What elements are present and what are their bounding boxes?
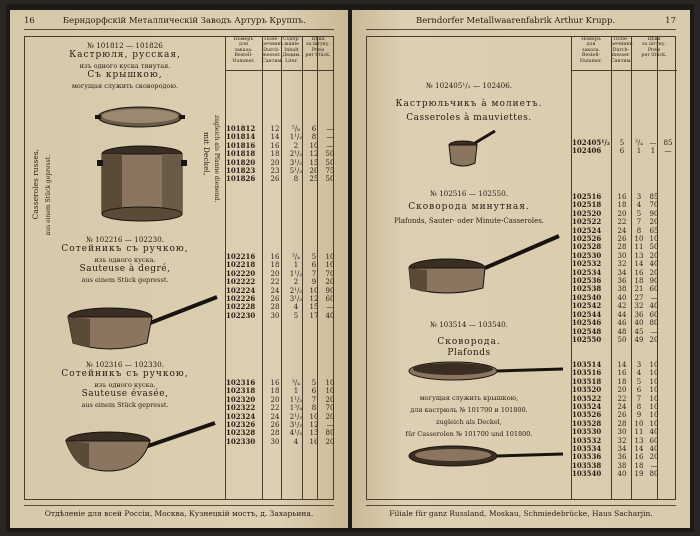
table-row: 101818 18 2¹/₂ 12 50	[226, 149, 335, 159]
section-number-range: № 102216 — 102230.	[85, 235, 164, 244]
table-row: 102330 30 4 16 20	[226, 436, 335, 446]
table-row: 102524 24 8 65	[572, 225, 659, 235]
price-table-103500	[572, 361, 662, 479]
table-row: 103532 32 13 60	[572, 435, 659, 445]
table-row: 102546 46 40 80	[572, 318, 659, 328]
table-row: 102518 18 4 70	[572, 200, 659, 210]
catalog-spread	[6, 4, 694, 532]
table-row: 103538 38 18 —	[572, 460, 658, 470]
table-row: 103518 18 5 10	[572, 376, 659, 386]
section-title-fr: Plafonds, Sauter- oder Minute-Casseroles.	[393, 217, 545, 225]
section-note-de: für Casserolen № 101700 und 101800.	[405, 430, 533, 438]
table-row: 102328 28 4¹/₂ 13 80	[226, 428, 335, 438]
section-title-ru: Сковорода минутная.	[408, 202, 530, 212]
section-number-range: № 101812 — 101826	[87, 41, 163, 50]
section-subtitle-ru: изъ одного куска.	[94, 381, 156, 389]
section-note-ru: могущая служить крышкою,	[419, 394, 519, 402]
table-row: 102216 16 ³/₄ 5 10	[226, 252, 335, 261]
table-row: 101814 14 1¹/₂ 8 —	[226, 132, 334, 142]
header-title: Берндорфскій Металлическій Заводъ Артуръ Круппъ.	[62, 16, 306, 26]
table-row: 102540 40 27 —	[572, 292, 658, 302]
section-subtitle2-ru: могущая служить сковородою.	[71, 82, 179, 90]
section-subtitle-de: aus einem Stück gepresst.	[81, 401, 169, 409]
table-row: 102526 26 10 10	[572, 234, 659, 244]
table-row: 102320 20 1¹/₂ 7 20	[226, 394, 335, 404]
table-row: 102326 26 3¹/₂ 12 —	[226, 420, 334, 430]
right-page-footer: Filiale für ganz Russland, Moskau, Schmiedebrücke, Haus Sacharjin.	[366, 505, 676, 518]
price-table-102300	[226, 379, 338, 446]
section-title-ru: Кастрюльчикъ à молиетъ.	[395, 99, 543, 109]
col-header-volume: Содер- жаніе Inhalt Децим. Liter.	[281, 37, 302, 71]
table-row: 103526 26 9 10	[572, 410, 659, 420]
section-title-fr: Sauteuse évasée,	[81, 389, 169, 399]
table-row: 101812 12 ⁵/₈ 6 —	[226, 124, 334, 133]
section-subtitle-de: aus einem Stück gepresst.	[81, 276, 169, 284]
table-row: 103514 14 3 10	[572, 360, 659, 369]
table-row: 103540 40 19 80	[572, 469, 659, 479]
table-row: 102220 20 1¹/₂ 7 70	[226, 268, 335, 278]
section-title2-ru: Съ крышкою,	[87, 70, 163, 80]
section-number-range: № 103514 — 103540.	[429, 320, 508, 329]
price-table-101800	[226, 125, 338, 184]
right-page	[352, 10, 690, 528]
table-row: 102218 18 1 6 10	[226, 260, 335, 270]
right-page-frame	[366, 36, 676, 500]
minute-casserole-illustration	[407, 232, 567, 302]
table-row: 103536 36 16 20	[572, 452, 659, 462]
table-row: 102542 42 32 40	[572, 301, 659, 311]
small-saucepan-illustration	[447, 129, 507, 169]
sauteuse-degre-illustration	[65, 295, 225, 355]
side-label-de3: zugleich als Pfanne dienend.	[213, 115, 220, 203]
plafond-pan-lid-illustration	[407, 442, 567, 472]
col-header-number: Номеръ для заказа. Bestell- Nummer.	[571, 37, 611, 71]
table-row: 102230 30 5 17 40	[226, 310, 335, 320]
table-row: 103530 30 11 40	[572, 427, 659, 437]
price-table-102400	[572, 139, 676, 156]
table-row: 101816 16 2 10 —	[226, 140, 334, 150]
section-title-fr: Sauteuse à degré,	[79, 264, 171, 274]
table-row: 102316 16 ³/₄ 5 10	[226, 378, 335, 387]
table-row: 102324 24 2¹/₂ 10 20	[226, 411, 335, 421]
sauteuse-evasee-illustration	[65, 417, 225, 477]
side-label-de: aus einem Stück gepresst.	[45, 155, 52, 236]
right-page-header	[366, 16, 676, 30]
left-page-frame	[24, 36, 334, 500]
table-row: 102222 22 2 9 20	[226, 277, 335, 287]
table-row: 101820 20 3¹/₂ 15 50	[226, 157, 335, 167]
left-page	[10, 10, 348, 528]
table-row: 102548 48 45 —	[572, 326, 658, 336]
table-row: 102520 20 5 90	[572, 208, 659, 218]
col-header-number: Номеръ для заказа. Bestell- Nummer.	[225, 37, 262, 71]
plafond-pan-illustration	[407, 357, 567, 387]
table-row: 102405¹/₂ 5 ³/₄ — 85	[572, 138, 673, 147]
section-number-range: № 102405¹/₂ — 102406.	[425, 81, 513, 90]
table-row: 102528 28 11 50	[572, 242, 659, 252]
table-row: 102522 22 7 20	[572, 217, 659, 227]
side-label-de2: mit Deckel,	[202, 132, 211, 176]
section-subtitle-ru: изъ одного куска.	[94, 256, 156, 264]
pot-lid-illustration	[95, 105, 185, 135]
page-number: 17	[665, 16, 676, 26]
side-label-fr: Casseroles russes,	[31, 149, 40, 220]
table-row: 102318 18 1 6 10	[226, 386, 335, 396]
table-row: 102226 26 3¹/₂ 12 60	[226, 294, 335, 304]
header-title: Berndorfer Metallwaarenfabrik Arthur Krupp.	[416, 16, 616, 26]
table-row: 102228 28 4 15 —	[226, 302, 334, 312]
price-table-102500	[572, 193, 662, 344]
section-title-ru: Сотейникъ съ ручкою,	[61, 244, 189, 254]
section-note-de: zugleich als Deckel,	[436, 418, 502, 426]
table-row: 102534 34 16 20	[572, 267, 659, 277]
section-title-ru: Кастрюля, русская,	[69, 50, 181, 60]
table-row: 103528 28 10 10	[572, 418, 659, 428]
table-row: 102516 16 3 85	[572, 192, 659, 201]
col-header-price: Цѣна за штуку. Preis per Stück.	[302, 37, 334, 71]
russian-casserole-illustration	[97, 144, 187, 224]
left-page-footer: Отдѣленіе для всей Россіи, Москва, Кузнецкій мостъ, д. Захарьина.	[24, 505, 334, 518]
table-row: 102536 36 18 90	[572, 276, 659, 286]
section-title-ru: Сотейникъ съ ручкою,	[61, 369, 189, 379]
page-number: 16	[24, 16, 35, 26]
table-row: 103520 20 6 10	[572, 385, 659, 395]
table-row: 102550 50 49 20	[572, 334, 659, 344]
section-title-fr: Casseroles à mauviettes.	[406, 113, 532, 123]
price-table-102200	[226, 253, 338, 320]
table-row: 103524 24 8 10	[572, 402, 659, 412]
section-note-ru: для кастрюль № 101700 и 101800.	[410, 406, 528, 414]
table-row: 102406 6 1 1 —	[572, 146, 672, 156]
table-row: 103522 22 7 10	[572, 393, 659, 403]
col-header-diameter: Попе- речникъ Durch- messer. Сантим.	[262, 37, 281, 71]
section-number-range: № 102316 — 102330.	[85, 360, 164, 369]
left-page-header	[24, 16, 334, 30]
section-title-ru: Сковорода.	[437, 337, 501, 347]
table-row: 102544 44 36 60	[572, 309, 659, 319]
col-header-price: Цѣна за штуку. Preis per Stück.	[631, 37, 677, 71]
table-row: 102532 32 14 40	[572, 259, 659, 269]
table-row: 103534 34 14 40	[572, 444, 659, 454]
section-number-range: № 102516 — 102550.	[429, 189, 508, 198]
col-header-diameter: Попе- речникъ Durch- messer. Сантим.	[611, 37, 631, 71]
section-title-fr: Plafonds	[447, 348, 491, 358]
table-row: 102538 38 21 60	[572, 284, 659, 294]
table-row: 101826 26 8 25 50	[226, 174, 335, 184]
table-row: 102530 30 13 20	[572, 250, 659, 260]
table-row: 102322 22 1³/₄ 8 70	[226, 403, 335, 413]
section-subtitle-ru: изъ одного куска тянутая.	[79, 62, 171, 70]
table-row: 101823 23 5¹/₂ 20 75	[226, 166, 335, 176]
table-row: 102224 24 2¹/₂ 10 90	[226, 285, 335, 295]
table-row: 103516 16 4 10	[572, 368, 659, 378]
